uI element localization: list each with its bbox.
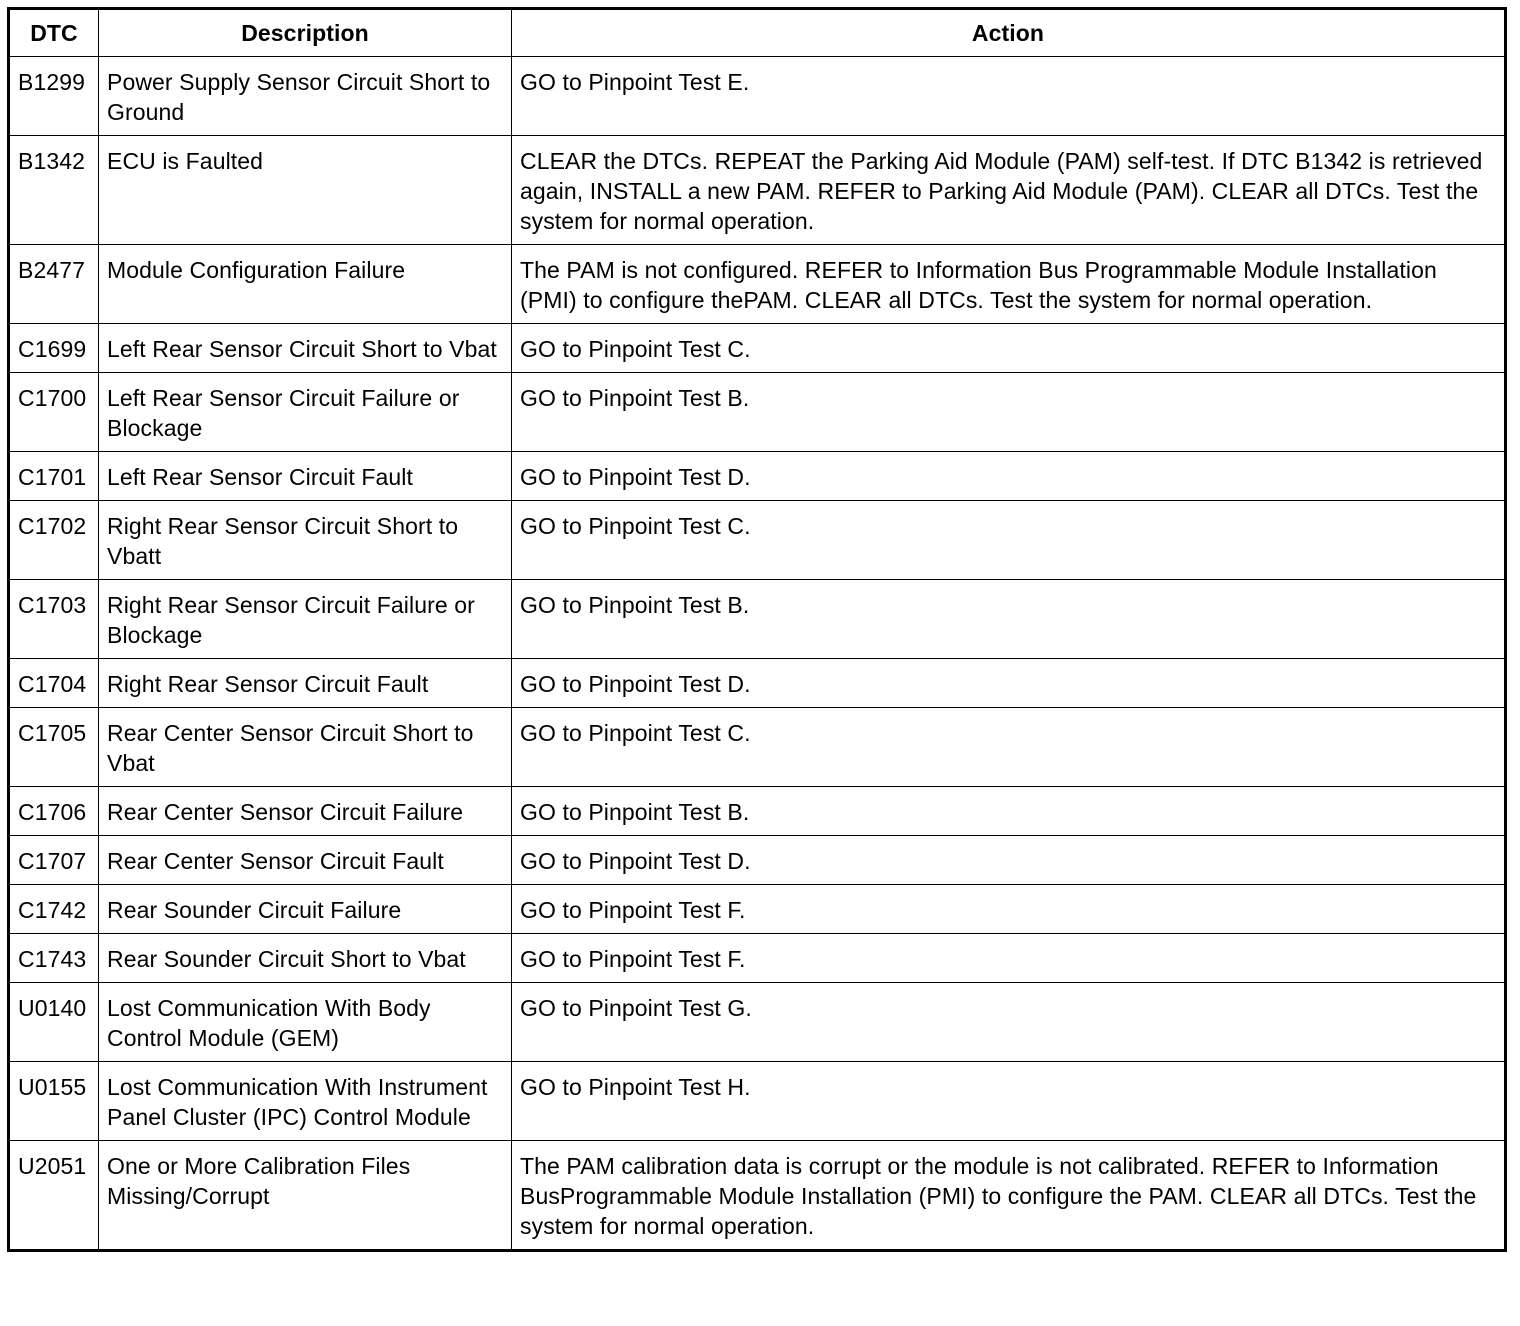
table-row [9,983,1506,1062]
table-row [9,885,1506,934]
dtc-code: U0140 [9,983,99,1062]
dtc-code: U0155 [9,1062,99,1141]
dtc-code: C1703 [9,580,99,659]
table-row [9,373,1506,452]
table-row [9,934,1506,983]
dtc-action: GO to Pinpoint Test F. [512,885,1506,934]
dtc-description: Left Rear Sensor Circuit Failure or Blockage [99,373,512,452]
dtc-description: Power Supply Sensor Circuit Short to Ground [99,57,512,136]
dtc-code: C1707 [9,836,99,885]
dtc-action: GO to Pinpoint Test C. [512,324,1506,373]
table-row [9,245,1506,324]
dtc-action: CLEAR the DTCs. REPEAT the Parking Aid Module (PAM) self-test. If DTC B1342 is retrieved again, INSTALL a new PAM. REFER to Parking Aid Module (PAM). CLEAR all DTCs. Test the system for normal operation. [512,136,1506,245]
dtc-description: Lost Communication With Instrument Panel Cluster (IPC) Control Module [99,1062,512,1141]
dtc-description: Right Rear Sensor Circuit Failure or Blockage [99,580,512,659]
table-row [9,324,1506,373]
dtc-action: GO to Pinpoint Test H. [512,1062,1506,1141]
column-header-dtc: DTC [9,9,99,57]
header-row [9,9,1506,57]
dtc-description: Right Rear Sensor Circuit Short to Vbatt [99,501,512,580]
table-row [9,1062,1506,1141]
column-header-description: Description [99,9,512,57]
dtc-description: Module Configuration Failure [99,245,512,324]
dtc-action: GO to Pinpoint Test G. [512,983,1506,1062]
table-row [9,787,1506,836]
dtc-action: GO to Pinpoint Test C. [512,708,1506,787]
dtc-description: Rear Center Sensor Circuit Fault [99,836,512,885]
dtc-action: GO to Pinpoint Test F. [512,934,1506,983]
dtc-description: Rear Sounder Circuit Failure [99,885,512,934]
dtc-code: B2477 [9,245,99,324]
dtc-description: ECU is Faulted [99,136,512,245]
dtc-code: U2051 [9,1141,99,1251]
dtc-action: GO to Pinpoint Test D. [512,452,1506,501]
dtc-code: C1706 [9,787,99,836]
dtc-action: GO to Pinpoint Test B. [512,787,1506,836]
dtc-code: C1700 [9,373,99,452]
dtc-description: One or More Calibration Files Missing/Corrupt [99,1141,512,1251]
dtc-description: Lost Communication With Body Control Module (GEM) [99,983,512,1062]
dtc-action: The PAM is not configured. REFER to Information Bus Programmable Module Installation (PMI) to configure thePAM. CLEAR all DTCs. Test the system for normal operation. [512,245,1506,324]
dtc-description: Rear Center Sensor Circuit Failure [99,787,512,836]
table-row [9,1141,1506,1251]
dtc-code: C1702 [9,501,99,580]
dtc-description: Rear Sounder Circuit Short to Vbat [99,934,512,983]
dtc-code: B1299 [9,57,99,136]
dtc-code: C1743 [9,934,99,983]
dtc-action: GO to Pinpoint Test B. [512,580,1506,659]
dtc-action: The PAM calibration data is corrupt or the module is not calibrated. REFER to Information BusProgrammable Module Installation (PMI) to configure the PAM. CLEAR all DTCs. Test the system for normal operation. [512,1141,1506,1251]
table-row [9,580,1506,659]
dtc-action: GO to Pinpoint Test C. [512,501,1506,580]
table-row [9,501,1506,580]
dtc-code: C1705 [9,708,99,787]
table-row [9,836,1506,885]
table-row [9,452,1506,501]
dtc-action: GO to Pinpoint Test D. [512,659,1506,708]
dtc-description: Left Rear Sensor Circuit Fault [99,452,512,501]
dtc-code: C1699 [9,324,99,373]
dtc-table [7,7,1507,1252]
table-row [9,708,1506,787]
table-row [9,659,1506,708]
dtc-code: C1742 [9,885,99,934]
table-row [9,136,1506,245]
dtc-action: GO to Pinpoint Test E. [512,57,1506,136]
dtc-action: GO to Pinpoint Test D. [512,836,1506,885]
dtc-code: C1704 [9,659,99,708]
dtc-code: B1342 [9,136,99,245]
table-row [9,57,1506,136]
dtc-code: C1701 [9,452,99,501]
dtc-action: GO to Pinpoint Test B. [512,373,1506,452]
dtc-description: Rear Center Sensor Circuit Short to Vbat [99,708,512,787]
dtc-description: Right Rear Sensor Circuit Fault [99,659,512,708]
column-header-action: Action [512,9,1506,57]
dtc-description: Left Rear Sensor Circuit Short to Vbat [99,324,512,373]
